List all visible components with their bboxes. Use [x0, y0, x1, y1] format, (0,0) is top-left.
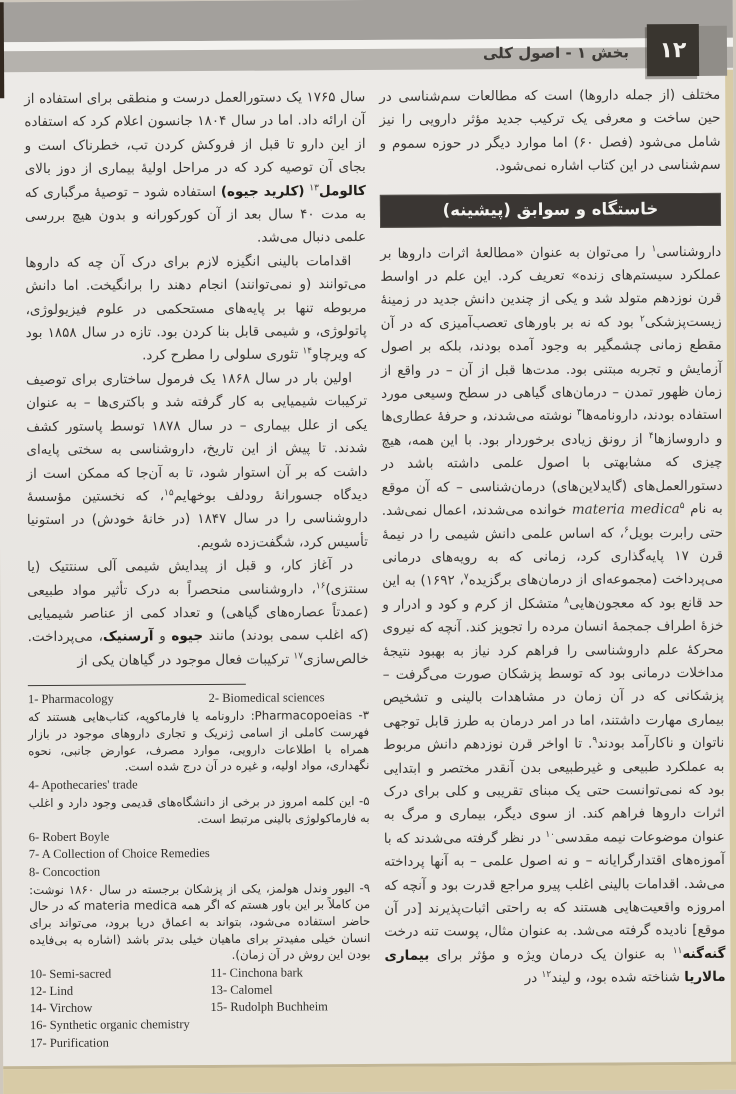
footnote-divider: [28, 684, 246, 686]
footnote-4: 4- Apothecaries' trade: [28, 777, 138, 792]
paragraph-calomel: سال ۱۷۶۵ یک دستورالعمل درست و منطقی برای استفاده از آن ارائه داد. اما در سال ۱۸۰۴ جانسون اعلام کرد که استفاده از این دارو تا قبل از فروکش کردن تب، خطرناک است و بجای آن توصیه کرد که در مراحل اولیهٔ بیماری از دوز بالای کالومل$^{۱۳}$ (کلرید جیوه) استفاده شود – توصیهٔ مرگباری که به مدت ۴۰ سال بعد از آن کورکورانه و بدون هیچ بررسی علمی دنبال می‌شد.: [24, 89, 367, 247]
column-left: [24, 86, 371, 1094]
footnote-11: 11- Cinchona bark: [210, 965, 303, 980]
paragraph-structural-formula: اولین بار در سال ۱۸۶۸ یک فرمول ساختاری برای توصیف ترکیبات شیمیایی به کار گرفته شد و باکتری‌ها – به عنوان یکی از علل بیماری – در سال ۱۸۷۸ توسط پاستور کشف شدند. تا پیش از این تاریخ، داروشناسی به سختی پایه‌ای داشت که بر آن استوار شود، تا به آن‌جا که ممکن است از دیدگاه جسورانهٔ رودلف بوخهایم$^{۱۵}$، که نخستین مؤسسهٔ داروشناسی را در سال ۱۸۴۷ (در خانهٔ خودش) در استونیا تأسیس کرد، شگفت‌زده شویم.: [25, 369, 369, 551]
footnote-17: 17- Purification: [29, 1035, 109, 1050]
page-number: ۱۲: [647, 24, 699, 76]
footnote-row: [30, 964, 371, 983]
paragraph-early-pharmacology: در آغاز کار، و قبل از پیدایش شیمی آلی سنتتیک (یا سنتزی)$^{۱۶}$، داروشناسی منحصراً به درک تأثیر مواد طبیعی (عمدتاً عصاره‌های گیاهی) و تعداد کمی از عناصر شیمیایی (که اغلب سمی بودند) مانند جیوه و آرسنیک، می‌پرداخت. خالص‌سازی$^{۱۷}$ ترکیبات فعال موجود در گیاهان یکی از: [27, 557, 369, 669]
footnote-row: [30, 998, 371, 1017]
footnote-16: 16- Synthetic organic chemistry: [29, 1017, 190, 1033]
footnote-14: 14- Virchow: [29, 1000, 93, 1016]
footnote-5: ۵- این کلمه امروز در برخی از دانشگاه‌های قدیمی وجود دارد و اغلب به فارماکولوژی بالینی مرتبط است.: [28, 793, 370, 826]
scan-edge-left-shadow: [0, 2, 4, 98]
footnote-12: 12- Lind: [29, 983, 74, 998]
footnote-9: ۹- الیور وندل هولمز، یکی از پزشکان برجسته در سال ۱۸۶۰ نوشت: من کاملاً بر این باور هستم که اگر همه materia medica که در حال حاضر استفاده می‌شود، بتواند به اعماق دریا برود، می‌تواند برای انسان خیلی مفیدتر برای ماهیان خیلی بدتر باشد (اشاره به بی‌فایده بودن این روش در آن زمان).: [29, 880, 371, 962]
footnote-row: [30, 981, 371, 1000]
footnote-10: 10- Semi-sacred: [29, 966, 112, 981]
scan-top-band: [0, 0, 733, 42]
column-right: [379, 84, 726, 1092]
paragraph-clinical-motivation: اقدامات بالینی انگیزه لازم برای درک آن چه که داروها می‌توانند (و نمی‌توانند) انجام دهند را برانگیخت. اما دانش مربوطه تنها بر پایه‌های مستحکمی در علوم فیزیولوژی، پاتولوژی، و شیمی قابل بنا کردن بود. تازه در سال ۱۸۵۸ بود که ویرچاو$^{۱۴}$ تئوری سلولی را مطرح کرد.: [25, 252, 367, 364]
history-paragraph: داروشناسی$^۱$ را می‌توان به عنوان «مطالعهٔ اثرات داروها بر عملکرد سیستم‌های زنده» تعریف کرد. این علم در اواسط قرن نوزدهم متولد شد و یکی از چندین دانش جدید در زمینهٔ زیست‌پزشکی$^۲$ بود که نه بر باورهای تعصب‌آمیزی که در آن مقطع زمانی چشمگیر به وجود آمده بودند، بلکه بر اصول آزمایش و تجربه مبتنی بود. مدت‌ها قبل از آن – در واقع از زمان ظهور تمدن – درمان‌های گیاهی در سطح وسیعی مورد استفاده بودند، دارونامه‌ها$^۳$ نوشته می‌شدند، و حرفهٔ عطاری‌ها و داروسازها$^۴$ از رونق زیادی برخوردار بود. با این همه، هیچ چیزی که مشابهتی با اصول علمی داشته باشد در دستورالعمل‌های (گایدلاین‌های) درمان‌شناسی – که آن موقع به نام materia medica$^۵$ خوانده می‌شدند، اعمال نمی‌شد. حتی رابرت بویل$^۶$، که اساس علمی دانش شیمی را در نیمهٔ قرن ۱۷ پایه‌گذاری کرد، زمانی که به رویه‌های درمانی می‌پرداخت (مجموعه‌ای از درمان‌های برگزیده$^۷$، ۱۶۹۲) به این حد قانع بود که معجون‌هایی$^۸$ متشکل از کرم و کود و ادرار و خزهٔ اطراف جمجمهٔ انسان مرده را تجویز کند. آنچه که نیروی محرکهٔ علم داروشناسی را فراهم کرد نیاز به بهبود نتیجهٔ مداخلات درمانی بود که توسط پزشکان صورت می‌گرفت – پزشکانی که در آن زمان در مشاهدات بالینی و تشخیص بیماری مهارت داشتند، اما در امر درمان به طرز قابل توجهی ناتوان و ناکارآمد بودند$^۹$. تا اواخر قرن نوزدهم دانش مربوط به عملکرد طبیعی و غیرطبیعی بدن آنقدر مختصر و ابتدایی بود که نمی‌توانست حتی یک مبنای تقریبی و کلی برای درک اثرات داروها فراهم کند. از سوی دیگر، بیماری و مرگ به عنوان موضوعات نیمه مقدسی$^{۱۰}$ در نظر گرفته می‌شدند که با آموزه‌های اقتدارگرایانه – و نه اصول علمی – به آنها پرداخته می‌شد. اقدامات بالینی اغلب پیرو مراجع قدرت بود و آنچه که امروزه واقعیت‌هایی هستند که به راحتی اثبات‌پذیرند [در آن موقع] نادیده گرفته می‌شد. به عنوان مثال، پوست تنه درخت گنه‌گنه$^{۱۱}$ به عنوان یک درمان ویژه و مؤثر برای بیماری مالاریا شناخته شده بود، و لیند$^{۱۲}$ در: [380, 243, 726, 987]
footnotes: [28, 689, 371, 1052]
section-label: بخش ۱ - اصول کلی: [482, 43, 630, 63]
footnote-3: ۳- Pharmacopoeias: دارونامه یا فارماکوپه، کتاب‌هایی هستند که فهرست کاملی از اسامی ژنریک و تجاری داروهای موجود در بازار همراه با اطلاعات دارویی، موارد مصرف، عوارض جانبی، نحوه نگهداری، مواد اولیه، و غیره در آن درج شده است.: [27, 708, 370, 774]
footnote-row: [28, 689, 369, 708]
footnote-2: 2- Biomedical sciences: [208, 690, 325, 706]
section-heading: خاستگاه و سوابق (پیشینه): [380, 192, 721, 227]
footnote-1: 1- Pharmacology: [27, 691, 114, 707]
intro-continuation-paragraph: مختلف (از جمله داروها) است که مطالعات سم‌شناسی در حین ساخت و معرفی یک ترکیب جدید مؤثر دارویی را نیز شامل می‌شود (فصل ۶۰) اما موارد دیگر در حوزه سموم و سم‌شناسی در این کتاب اشاره نمی‌شود.: [379, 86, 721, 175]
footnote-13: 13- Calomel: [210, 982, 273, 997]
footnote-8: 8- Concoction: [28, 864, 101, 879]
two-column-text: [0, 84, 736, 1094]
footnote-15: 15- Rudolph Buchheim: [210, 999, 328, 1015]
footnote-6: 6- Robert Boyle: [28, 829, 110, 845]
footnote-7: 7- A Collection of Choice Remedies: [28, 846, 210, 862]
